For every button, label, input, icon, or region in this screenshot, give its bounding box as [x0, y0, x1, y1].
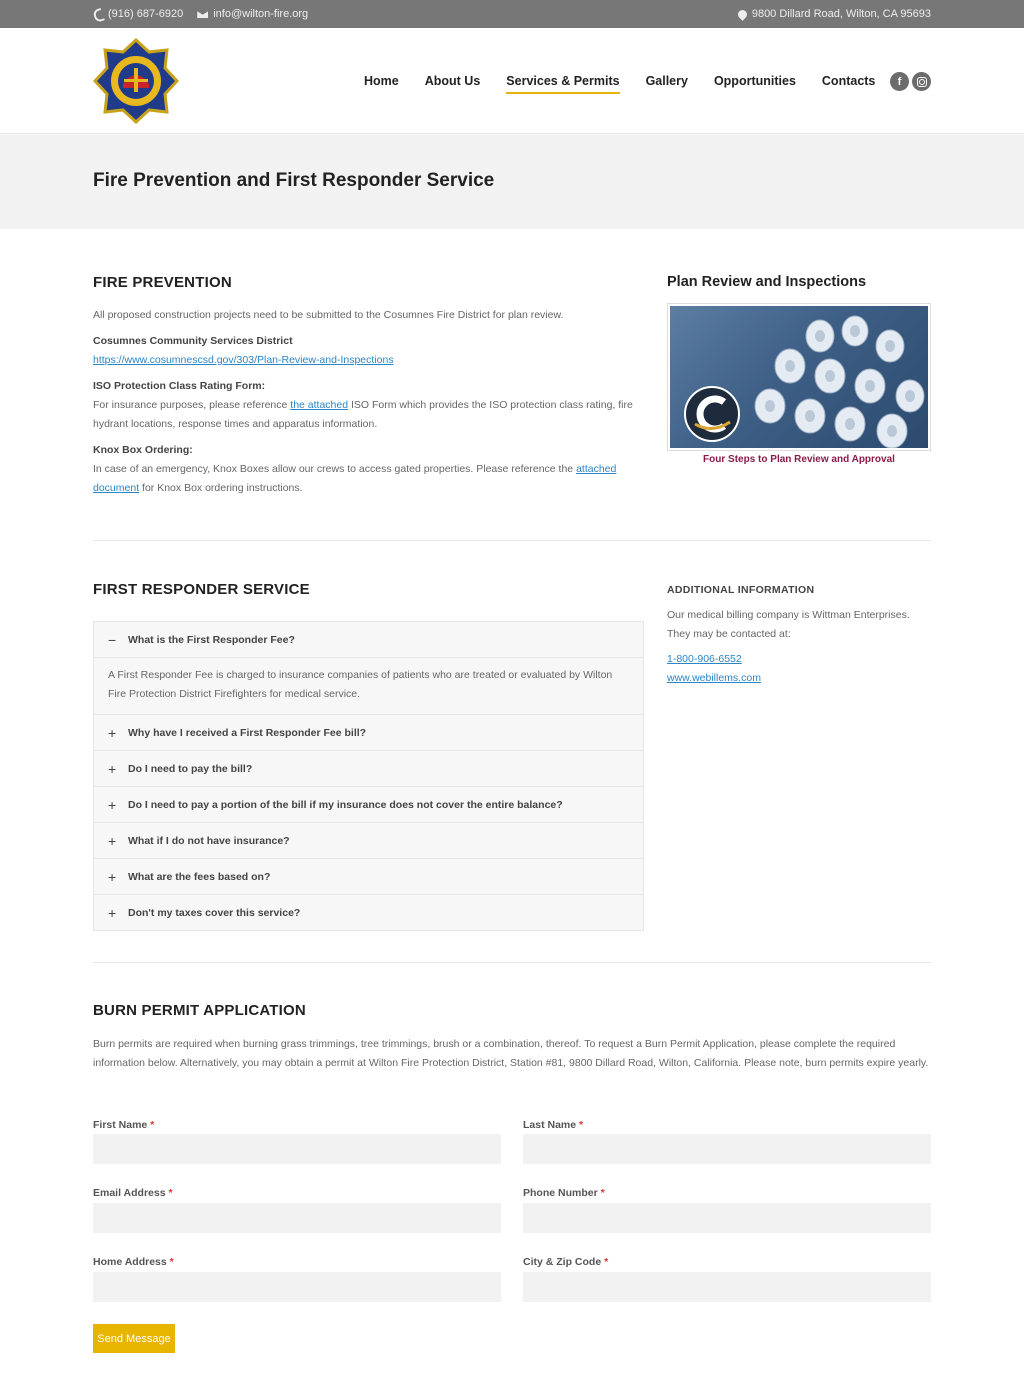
phone-input[interactable]: [523, 1203, 931, 1233]
fire-prevention-intro: All proposed construction projects need to be submitted to the Cosumnes Fire District for plan review.: [93, 309, 564, 321]
last-name-label-text: Last Name: [523, 1119, 577, 1131]
topbar-email[interactable]: [197, 8, 308, 20]
faq-item: [94, 751, 643, 787]
social-links: [890, 72, 931, 91]
last-name-input[interactable]: [523, 1134, 931, 1164]
send-message-button[interactable]: Send Message: [93, 1324, 175, 1353]
first-name-label: [93, 1119, 154, 1131]
faq-question-text: Don't my taxes cover this service?: [128, 906, 301, 919]
csd-link[interactable]: https://www.cosumnescsd.gov/303/Plan-Review-and-Inspections: [93, 354, 394, 366]
billing-website-link[interactable]: www.webillems.com: [667, 672, 761, 684]
nav-services-permits[interactable]: Services & Permits: [506, 74, 619, 94]
plus-icon: +: [108, 832, 117, 849]
topbar-phone-text: (916) 687-6920: [108, 8, 184, 20]
faq-answer: A First Responder Fee is charged to insurance companies of patients who are treated or evaluated by Wilton Fire Protection District Firefighters for medical service.: [94, 657, 643, 714]
required-mark: *: [600, 1187, 605, 1199]
plus-icon: +: [108, 904, 117, 921]
required-mark: *: [150, 1119, 155, 1131]
nav-opportunities[interactable]: Opportunities: [713, 74, 796, 88]
nav-gallery[interactable]: Gallery: [645, 74, 688, 88]
knox-text-1: In case of an emergency, Knox Boxes allow our crews to access gated properties. Please reference the: [93, 463, 577, 475]
city-zip-input[interactable]: [523, 1272, 931, 1302]
home-address-label-text: Home Address: [93, 1256, 167, 1268]
phone-label-text: Phone Number: [523, 1187, 598, 1199]
plan-review-image[interactable]: [667, 303, 931, 451]
phone-label: [523, 1187, 605, 1199]
faq-item: [94, 859, 643, 895]
city-zip-label-text: City & Zip Code: [523, 1256, 602, 1268]
faq-item: [94, 787, 643, 823]
nav-home[interactable]: Home: [364, 74, 399, 88]
fire-prevention-heading: FIRE PREVENTION: [93, 274, 232, 291]
burn-permit-text: Burn permits are required when burning grass trimmings, tree trimmings, brush or a combination, thereof. To request a Burn Permit Application, please complete the required information below. Alternatively, you may obtain a permit at Wilton Fire Protection District, Station #81, 9800 Dillard Road, Wilton, California. Please note, burn permits expire yearly.: [93, 1038, 929, 1069]
billing-phone-link[interactable]: 1-800-906-6552: [667, 653, 742, 665]
plus-icon: +: [108, 868, 117, 885]
section-divider: [93, 962, 931, 963]
facebook-glyph: f: [897, 75, 902, 88]
first-responder-heading: FIRST RESPONDER SERVICE: [93, 581, 310, 598]
plus-icon: +: [108, 760, 117, 777]
faq-question-text: Why have I received a First Responder Fee bill?: [128, 726, 367, 739]
iso-label: ISO Protection Class Rating Form:: [93, 380, 266, 392]
main-nav: [364, 74, 901, 94]
city-zip-label: [523, 1256, 608, 1268]
faq-question[interactable]: [94, 751, 643, 786]
nav-contacts[interactable]: Contacts: [821, 74, 876, 88]
topbar-email-text: info@wilton-fire.org: [213, 8, 309, 20]
faq-item: [94, 823, 643, 859]
plus-icon: +: [108, 724, 117, 741]
additional-info-title: ADDITIONAL INFORMATION: [667, 584, 815, 596]
top-bar: [0, 0, 1024, 28]
map-pin-icon: [736, 8, 749, 21]
iso-attached-link[interactable]: the attached: [290, 399, 349, 411]
required-mark: *: [169, 1256, 174, 1268]
last-name-label: [523, 1119, 583, 1131]
plan-review-title: Plan Review and Inspections: [667, 274, 867, 290]
blueprint-rolls-illustration: [670, 306, 928, 448]
faq-item: [94, 622, 643, 715]
required-mark: *: [168, 1187, 173, 1199]
knox-label: Knox Box Ordering:: [93, 444, 193, 456]
home-address-label: [93, 1256, 174, 1268]
topbar-address-text: 9800 Dillard Road, Wilton, CA 95693: [751, 8, 931, 20]
first-name-input[interactable]: [93, 1134, 501, 1164]
required-mark: *: [579, 1119, 584, 1131]
faq-question[interactable]: [94, 859, 643, 894]
topbar-address: [738, 8, 931, 20]
nav-about-us[interactable]: About Us: [424, 74, 481, 88]
email-label-text: Email Address: [93, 1187, 166, 1199]
email-label: [93, 1187, 173, 1199]
home-address-input[interactable]: [93, 1272, 501, 1302]
faq-question-text: Do I need to pay a portion of the bill if my insurance does not cover the entire balance?: [128, 798, 563, 811]
faq-question-text: What if I do not have insurance?: [128, 834, 290, 847]
iso-paragraph: [93, 396, 645, 434]
mail-icon: [197, 10, 208, 18]
required-mark: *: [604, 1256, 609, 1268]
billing-phone-wrap: [667, 650, 742, 669]
faq-question[interactable]: [94, 895, 643, 930]
faq-question[interactable]: [94, 823, 643, 858]
burn-permit-heading: BURN PERMIT APPLICATION: [93, 1002, 306, 1019]
iso-text-2: ISO Form which provides the ISO protection class rating, fire hydrant locations, response times and apparatus information.: [93, 399, 633, 430]
billing-website-wrap: [667, 669, 761, 688]
first-name-label-text: First Name: [93, 1119, 148, 1131]
wilton-fire-logo[interactable]: [93, 38, 179, 124]
plus-icon: +: [108, 796, 117, 813]
knox-attached-link[interactable]: attached document: [93, 463, 617, 494]
faq-question[interactable]: [94, 715, 643, 750]
faq-question-text: Do I need to pay the bill?: [128, 762, 253, 775]
faq-question[interactable]: [94, 622, 643, 657]
faq-question-text: What are the fees based on?: [128, 870, 271, 883]
instagram-glyph: [917, 77, 927, 87]
section-divider: [93, 540, 931, 541]
iso-text-1: For insurance purposes, please reference: [93, 399, 291, 411]
phone-icon: [93, 9, 103, 19]
additional-info-text: Our medical billing company is Wittman Enterprises. They may be contacted at:: [667, 609, 910, 640]
faq-item: [94, 715, 643, 751]
page-title: Fire Prevention and First Responder Service: [93, 170, 495, 191]
topbar-phone[interactable]: [93, 8, 183, 20]
faq-question-text: What is the First Responder Fee?: [128, 633, 295, 646]
knox-paragraph: [93, 460, 638, 498]
site-header: [0, 28, 1024, 134]
instagram-icon[interactable]: [912, 72, 931, 91]
faq-question[interactable]: [94, 787, 643, 822]
page-title-bar: [0, 135, 1024, 229]
faq-item: [94, 895, 643, 930]
faq-accordion: [93, 621, 644, 931]
facebook-icon[interactable]: [890, 72, 909, 91]
email-input[interactable]: [93, 1203, 501, 1233]
minus-icon: −: [108, 631, 117, 648]
csd-link-wrap: [93, 351, 643, 370]
knox-text-2: for Knox Box ordering instructions.: [139, 482, 303, 494]
csd-label: Cosumnes Community Services District: [93, 335, 293, 347]
plan-review-caption[interactable]: Four Steps to Plan Review and Approval: [703, 454, 895, 465]
